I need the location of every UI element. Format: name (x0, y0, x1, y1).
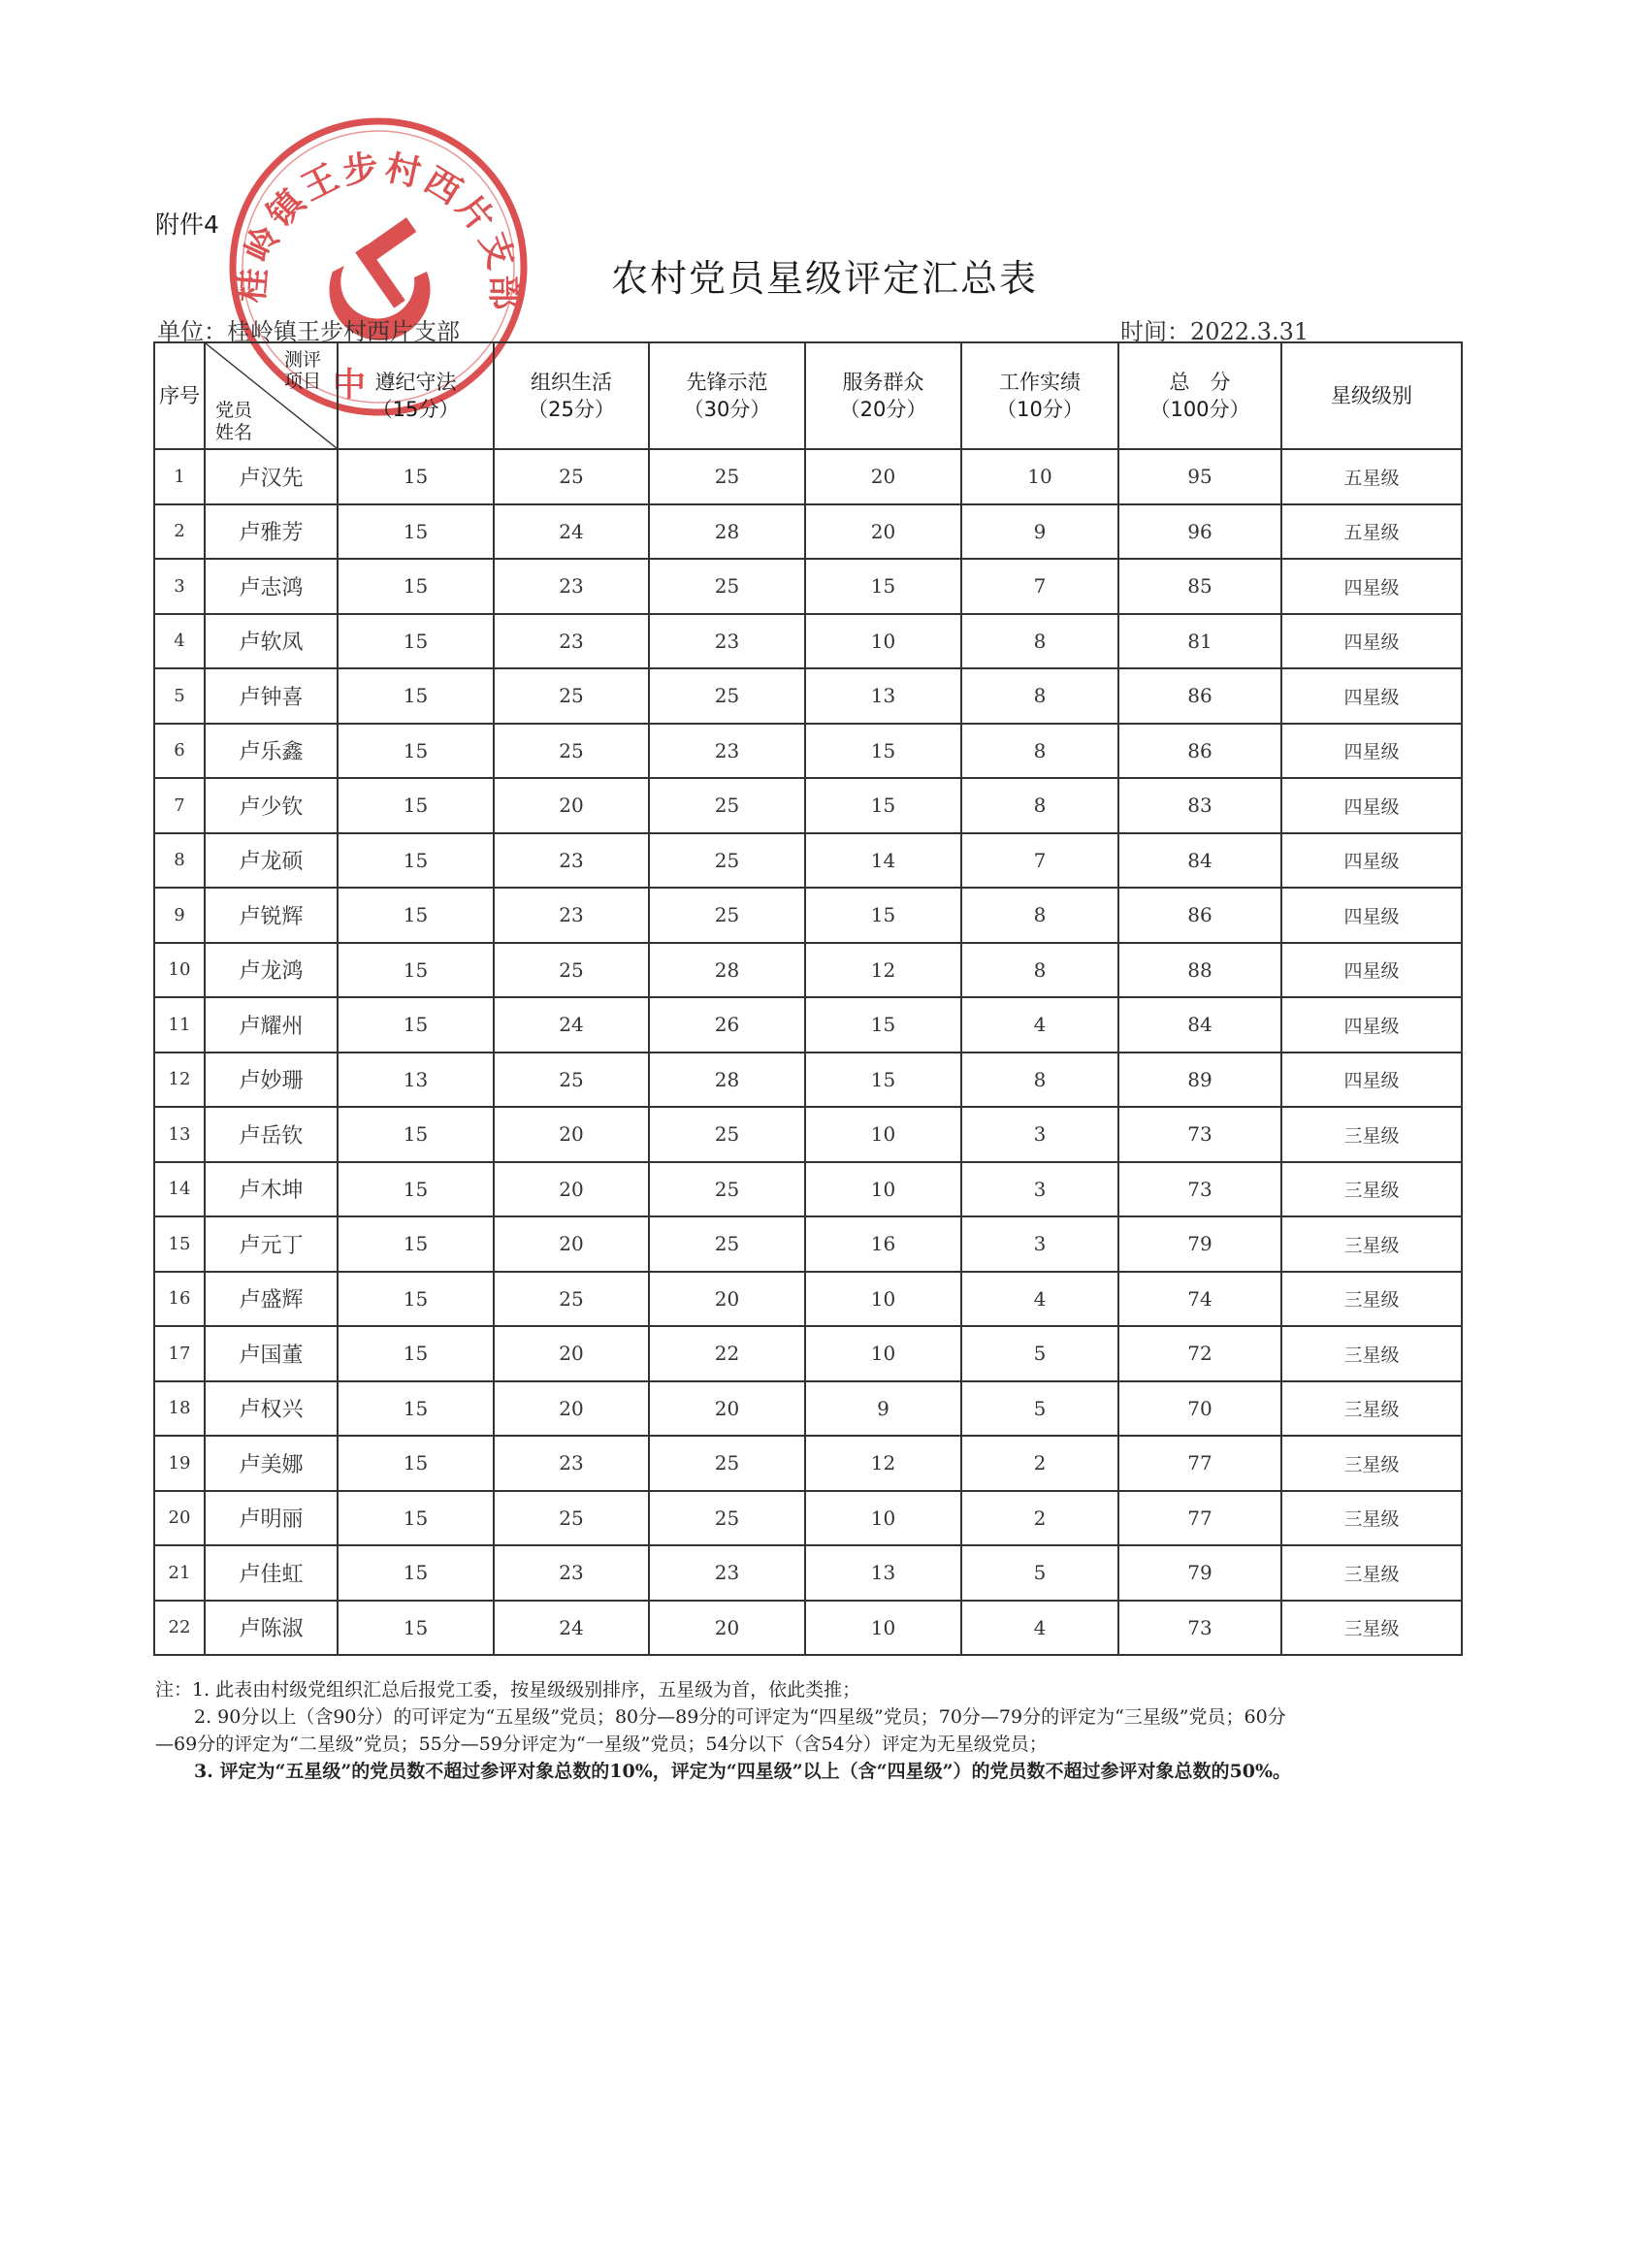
score-total: 77 (1118, 1436, 1281, 1491)
table-row (154, 1053, 1462, 1108)
score-org-life: 20 (494, 1162, 649, 1217)
score-discipline: 15 (338, 1491, 494, 1546)
table-row (154, 724, 1462, 779)
table-row (154, 1272, 1462, 1327)
score-total: 86 (1118, 724, 1281, 779)
score-vanguard: 20 (649, 1381, 805, 1437)
table-row (154, 778, 1462, 833)
score-performance: 8 (961, 614, 1118, 669)
table-row (154, 1545, 1462, 1601)
score-total: 73 (1118, 1107, 1281, 1162)
score-org-life: 23 (494, 833, 649, 889)
header-c2 (494, 342, 649, 449)
score-performance: 4 (961, 997, 1118, 1053)
score-discipline: 15 (338, 1545, 494, 1601)
header-total (1118, 342, 1281, 449)
row-number: 13 (154, 1107, 205, 1162)
star-level: 三星级 (1281, 1491, 1462, 1546)
score-vanguard: 22 (649, 1326, 805, 1381)
table-row (154, 1436, 1462, 1491)
score-total: 79 (1118, 1216, 1281, 1272)
score-performance: 10 (961, 449, 1118, 504)
score-org-life: 25 (494, 724, 649, 779)
score-org-life: 23 (494, 1436, 649, 1491)
score-discipline: 15 (338, 1381, 494, 1437)
row-number: 3 (154, 559, 205, 614)
score-discipline: 15 (338, 1326, 494, 1381)
table-row (154, 943, 1462, 998)
score-vanguard: 25 (649, 833, 805, 889)
member-name: 卢盛辉 (205, 1272, 338, 1327)
document-title: 农村党员星级评定汇总表 (610, 257, 1038, 300)
score-performance: 3 (961, 1216, 1118, 1272)
member-name: 卢佳虹 (205, 1545, 338, 1601)
header-c5-points: （10分） (996, 398, 1083, 421)
table-row (154, 504, 1462, 560)
score-service: 10 (805, 1162, 961, 1217)
score-vanguard: 25 (649, 1436, 805, 1491)
score-org-life: 24 (494, 504, 649, 560)
score-service: 16 (805, 1216, 961, 1272)
score-vanguard: 23 (649, 1545, 805, 1601)
score-discipline: 15 (338, 449, 494, 504)
score-org-life: 23 (494, 559, 649, 614)
row-number: 20 (154, 1491, 205, 1546)
star-level: 三星级 (1281, 1381, 1462, 1437)
row-number: 17 (154, 1326, 205, 1381)
header-c1 (338, 342, 494, 449)
score-discipline: 15 (338, 1601, 494, 1656)
score-service: 10 (805, 1601, 961, 1656)
member-name: 卢锐辉 (205, 888, 338, 943)
score-total: 73 (1118, 1162, 1281, 1217)
score-performance: 5 (961, 1326, 1118, 1381)
score-service: 10 (805, 1272, 961, 1327)
score-performance: 4 (961, 1601, 1118, 1656)
score-service: 15 (805, 888, 961, 943)
member-name: 卢明丽 (205, 1491, 338, 1546)
score-org-life: 20 (494, 1326, 649, 1381)
score-total: 84 (1118, 997, 1281, 1053)
score-service: 20 (805, 504, 961, 560)
score-performance: 7 (961, 559, 1118, 614)
score-performance: 8 (961, 888, 1118, 943)
score-service: 13 (805, 1545, 961, 1601)
star-level: 四星级 (1281, 833, 1462, 889)
diag-bottom-label (215, 400, 252, 444)
diag-top-label (284, 349, 321, 392)
table-row (154, 833, 1462, 889)
table-row (154, 1491, 1462, 1546)
member-name: 卢龙鸿 (205, 943, 338, 998)
note-1: 注：1. 此表由村级党组织汇总后报党工委，按星级级别排序，五星级为首，依此类推； (155, 1679, 861, 1701)
table-row (154, 449, 1462, 504)
member-name: 卢国董 (205, 1326, 338, 1381)
header-no: 序号 (154, 342, 205, 449)
score-total: 77 (1118, 1491, 1281, 1546)
star-level: 五星级 (1281, 504, 1462, 560)
score-performance: 7 (961, 833, 1118, 889)
score-org-life: 20 (494, 778, 649, 833)
header-c4 (805, 342, 961, 449)
table-row (154, 1326, 1462, 1381)
score-discipline: 15 (338, 1107, 494, 1162)
member-name: 卢软凤 (205, 614, 338, 669)
score-discipline: 15 (338, 1162, 494, 1217)
score-vanguard: 26 (649, 997, 805, 1053)
row-number: 12 (154, 1053, 205, 1108)
member-name: 卢雅芳 (205, 504, 338, 560)
score-performance: 8 (961, 668, 1118, 724)
annex-label: 附件4 (155, 211, 219, 239)
header-c1-name: 遵纪守法 (374, 371, 457, 394)
score-service: 15 (805, 559, 961, 614)
score-performance: 8 (961, 943, 1118, 998)
row-number: 14 (154, 1162, 205, 1217)
score-org-life: 25 (494, 943, 649, 998)
score-org-life: 25 (494, 1272, 649, 1327)
member-name: 卢陈淑 (205, 1601, 338, 1656)
score-org-life: 20 (494, 1381, 649, 1437)
score-performance: 3 (961, 1162, 1118, 1217)
table-row (154, 888, 1462, 943)
score-discipline: 15 (338, 1272, 494, 1327)
score-discipline: 15 (338, 504, 494, 560)
star-level: 四星级 (1281, 614, 1462, 669)
header-c3-name: 先锋示范 (686, 371, 768, 394)
row-number: 10 (154, 943, 205, 998)
score-service: 15 (805, 997, 961, 1053)
header-c3-points: （30分） (683, 398, 771, 421)
score-total: 70 (1118, 1381, 1281, 1437)
score-total: 89 (1118, 1053, 1281, 1108)
member-name: 卢乐鑫 (205, 724, 338, 779)
score-org-life: 25 (494, 1053, 649, 1108)
score-org-life: 23 (494, 1545, 649, 1601)
note-3: 3. 评定为“五星级”的党员数不超过参评对象总数的10%，评定为“四星级”以上（含“四星级”）的党员数不超过参评对象总数的50%。 (194, 1761, 1292, 1782)
score-service: 10 (805, 614, 961, 669)
footnotes (155, 1676, 1494, 1785)
row-number: 5 (154, 668, 205, 724)
score-org-life: 23 (494, 888, 649, 943)
score-service: 15 (805, 1053, 961, 1108)
evaluation-table (153, 341, 1463, 1656)
diag-bottom-line-1: 党员 (215, 400, 253, 421)
score-total: 72 (1118, 1326, 1281, 1381)
score-vanguard: 23 (649, 724, 805, 779)
score-discipline: 15 (338, 1216, 494, 1272)
score-vanguard: 20 (649, 1272, 805, 1327)
score-org-life: 25 (494, 449, 649, 504)
score-total: 79 (1118, 1545, 1281, 1601)
header-c3 (649, 342, 805, 449)
star-level: 三星级 (1281, 1545, 1462, 1601)
score-total: 74 (1118, 1272, 1281, 1327)
score-service: 12 (805, 943, 961, 998)
row-number: 19 (154, 1436, 205, 1491)
score-service: 15 (805, 778, 961, 833)
note-2b: —69分的评定为“二星级”党员；55分—59分评定为“一星级”党员；54分以下（含54分）评定为无星级党员； (155, 1733, 1048, 1755)
diag-bottom-line-2: 姓名 (215, 422, 253, 443)
score-vanguard: 25 (649, 888, 805, 943)
score-discipline: 15 (338, 943, 494, 998)
table-row (154, 1601, 1462, 1656)
star-level: 四星级 (1281, 888, 1462, 943)
header-c4-points: （20分） (839, 398, 927, 421)
member-name: 卢妙珊 (205, 1053, 338, 1108)
header-c5 (961, 342, 1118, 449)
table-row (154, 614, 1462, 669)
member-name: 卢钟喜 (205, 668, 338, 724)
header-diagonal-cell (205, 342, 338, 449)
score-service: 10 (805, 1107, 961, 1162)
score-service: 15 (805, 724, 961, 779)
score-discipline: 15 (338, 668, 494, 724)
star-level: 五星级 (1281, 449, 1462, 504)
score-total: 95 (1118, 449, 1281, 504)
score-performance: 8 (961, 1053, 1118, 1108)
table-row (154, 559, 1462, 614)
score-total: 86 (1118, 888, 1281, 943)
score-service: 9 (805, 1381, 961, 1437)
note-2a: 2. 90分以上（含90分）的可评定为“五星级”党员；80分—89分的可评定为“四星级”党员；70分—79分的评定为“三星级”党员；60分 (194, 1706, 1286, 1728)
score-discipline: 15 (338, 1436, 494, 1491)
row-number: 4 (154, 614, 205, 669)
score-total: 85 (1118, 559, 1281, 614)
score-total: 84 (1118, 833, 1281, 889)
row-number: 16 (154, 1272, 205, 1327)
row-number: 7 (154, 778, 205, 833)
member-name: 卢汉先 (205, 449, 338, 504)
member-name: 卢美娜 (205, 1436, 338, 1491)
score-performance: 3 (961, 1107, 1118, 1162)
score-org-life: 25 (494, 1491, 649, 1546)
score-service: 13 (805, 668, 961, 724)
score-vanguard: 25 (649, 449, 805, 504)
star-level: 三星级 (1281, 1436, 1462, 1491)
score-vanguard: 28 (649, 504, 805, 560)
score-org-life: 24 (494, 1601, 649, 1656)
score-service: 10 (805, 1491, 961, 1546)
table-row (154, 1162, 1462, 1217)
header-c4-name: 服务群众 (842, 371, 924, 394)
score-total: 73 (1118, 1601, 1281, 1656)
star-level: 四星级 (1281, 943, 1462, 998)
table-row (154, 668, 1462, 724)
score-org-life: 20 (494, 1107, 649, 1162)
score-discipline: 15 (338, 724, 494, 779)
star-level: 三星级 (1281, 1326, 1462, 1381)
header-c2-name: 组织生活 (531, 371, 612, 394)
score-discipline: 15 (338, 997, 494, 1053)
star-level: 四星级 (1281, 724, 1462, 779)
table-row (154, 1216, 1462, 1272)
score-org-life: 24 (494, 997, 649, 1053)
table-row (154, 997, 1462, 1053)
score-performance: 9 (961, 504, 1118, 560)
svg-text:桂岭镇王步村西片支部: 桂岭镇王步村西片支部 (230, 146, 526, 314)
star-level: 四星级 (1281, 778, 1462, 833)
row-number: 9 (154, 888, 205, 943)
unit-label: 单位：桂岭镇王步村西片支部 (157, 318, 460, 345)
member-name: 卢龙硕 (205, 833, 338, 889)
star-level: 三星级 (1281, 1162, 1462, 1217)
score-discipline: 13 (338, 1053, 494, 1108)
score-vanguard: 28 (649, 943, 805, 998)
date-label: 时间：2022.3.31 (1120, 318, 1310, 345)
star-level: 三星级 (1281, 1272, 1462, 1327)
score-vanguard: 25 (649, 559, 805, 614)
score-vanguard: 25 (649, 1162, 805, 1217)
score-discipline: 15 (338, 559, 494, 614)
row-number: 1 (154, 449, 205, 504)
diag-top-line-1: 测评 (283, 349, 321, 371)
score-performance: 4 (961, 1272, 1118, 1327)
score-org-life: 23 (494, 614, 649, 669)
score-vanguard: 20 (649, 1601, 805, 1656)
table-row (154, 1107, 1462, 1162)
score-vanguard: 23 (649, 614, 805, 669)
star-level: 四星级 (1281, 997, 1462, 1053)
score-vanguard: 25 (649, 1107, 805, 1162)
header-c5-name: 工作实绩 (999, 371, 1081, 394)
score-total: 88 (1118, 943, 1281, 998)
score-vanguard: 25 (649, 778, 805, 833)
score-discipline: 15 (338, 888, 494, 943)
row-number: 11 (154, 997, 205, 1053)
star-level: 三星级 (1281, 1216, 1462, 1272)
score-discipline: 15 (338, 778, 494, 833)
score-service: 12 (805, 1436, 961, 1491)
score-vanguard: 25 (649, 1491, 805, 1546)
diag-top-line-2: 项目 (283, 371, 321, 392)
score-vanguard: 28 (649, 1053, 805, 1108)
star-level: 三星级 (1281, 1601, 1462, 1656)
row-number: 15 (154, 1216, 205, 1272)
star-level: 三星级 (1281, 1107, 1462, 1162)
star-level: 四星级 (1281, 1053, 1462, 1108)
row-number: 8 (154, 833, 205, 889)
member-name: 卢木坤 (205, 1162, 338, 1217)
header-c2-points: （25分） (528, 398, 615, 421)
score-performance: 8 (961, 724, 1118, 779)
score-total: 96 (1118, 504, 1281, 560)
member-name: 卢少钦 (205, 778, 338, 833)
score-discipline: 15 (338, 833, 494, 889)
star-level: 四星级 (1281, 559, 1462, 614)
row-number: 22 (154, 1601, 205, 1656)
table-row (154, 1381, 1462, 1437)
header-row (154, 342, 1462, 449)
row-number: 6 (154, 724, 205, 779)
score-total: 81 (1118, 614, 1281, 669)
member-name: 卢岳钦 (205, 1107, 338, 1162)
row-number: 2 (154, 504, 205, 560)
table-body (154, 449, 1462, 1655)
score-performance: 2 (961, 1436, 1118, 1491)
score-org-life: 25 (494, 668, 649, 724)
header-total-points: （100分） (1149, 398, 1250, 421)
score-discipline: 15 (338, 614, 494, 669)
star-level: 四星级 (1281, 668, 1462, 724)
member-name: 卢元丁 (205, 1216, 338, 1272)
score-service: 10 (805, 1326, 961, 1381)
member-name: 卢志鸿 (205, 559, 338, 614)
header-total-name: 总 分 (1169, 371, 1231, 394)
row-number: 18 (154, 1381, 205, 1437)
score-performance: 5 (961, 1545, 1118, 1601)
score-performance: 8 (961, 778, 1118, 833)
svg-text:中: 中 (333, 366, 366, 405)
score-org-life: 20 (494, 1216, 649, 1272)
header-c1-points: （15分） (372, 398, 460, 421)
score-service: 14 (805, 833, 961, 889)
score-vanguard: 25 (649, 1216, 805, 1272)
member-name: 卢权兴 (205, 1381, 338, 1437)
score-performance: 2 (961, 1491, 1118, 1546)
score-total: 83 (1118, 778, 1281, 833)
row-number: 21 (154, 1545, 205, 1601)
score-vanguard: 25 (649, 668, 805, 724)
header-level: 星级级别 (1281, 342, 1462, 449)
score-service: 20 (805, 449, 961, 504)
member-name: 卢耀州 (205, 997, 338, 1053)
score-total: 86 (1118, 668, 1281, 724)
score-performance: 5 (961, 1381, 1118, 1437)
